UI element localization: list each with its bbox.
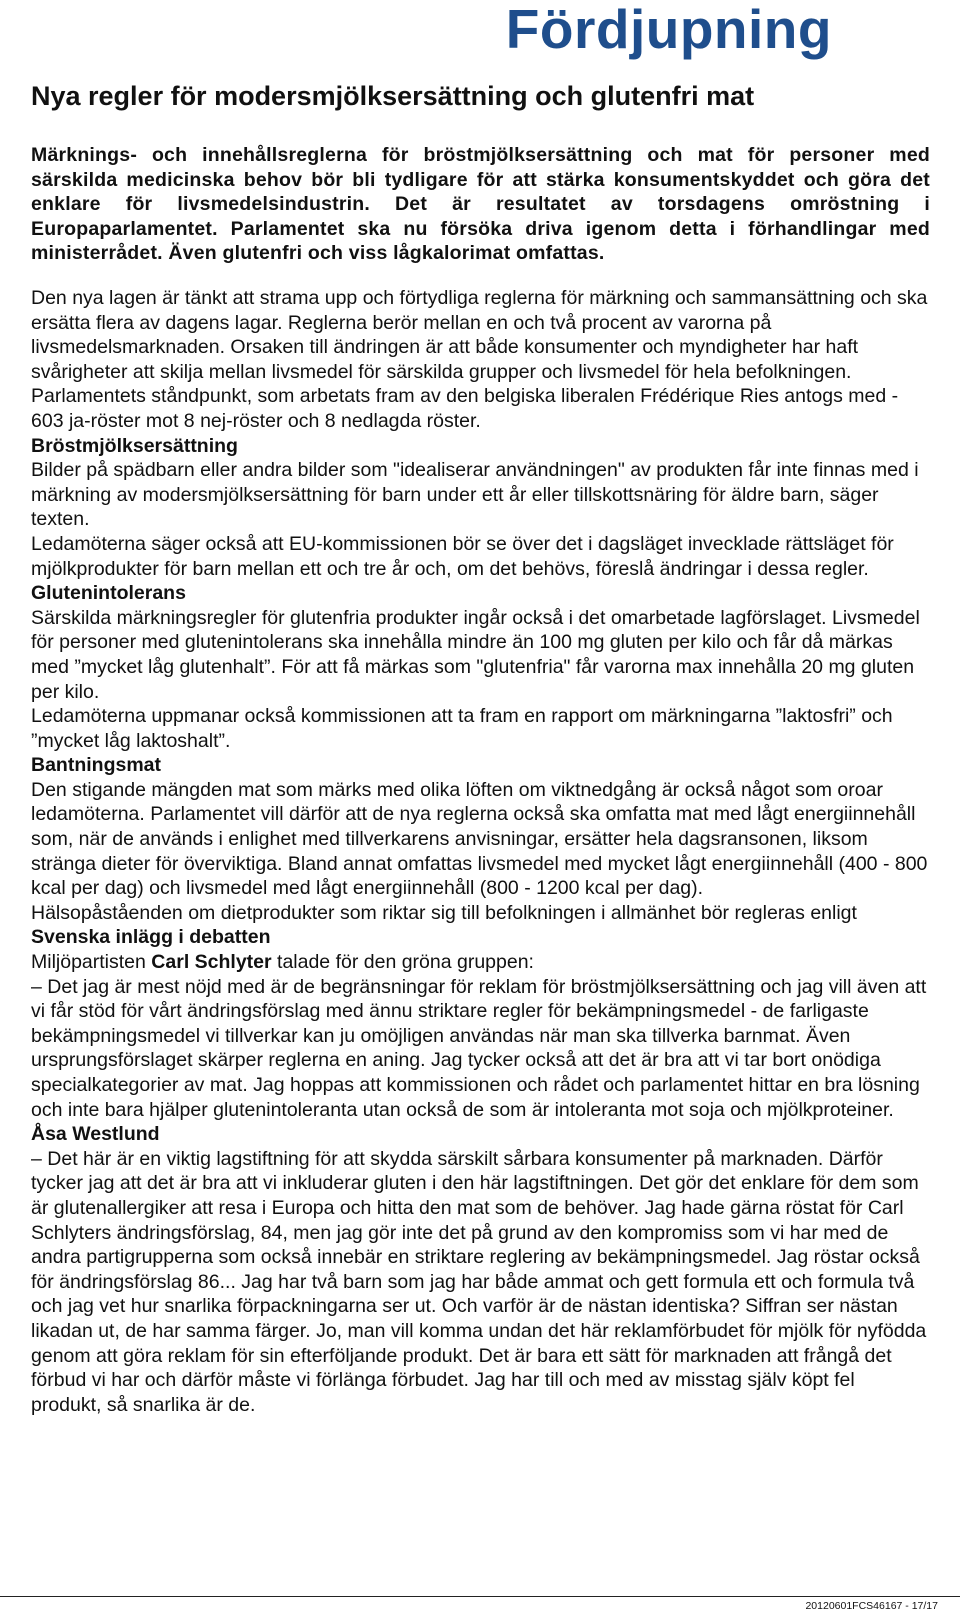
page-title: Nya regler för modersmjölksersättning och glutenfri mat [31,81,755,111]
section-label: Fördjupning [505,0,832,60]
subheading-brostmjolksersattning: Bröstmjölksersättning [31,434,238,457]
speaker-name: Carl Schlyter [151,951,272,974]
footer-page-reference: 20120601FCS46167 - 17/17 [805,1600,938,1612]
body-paragraph-9 [31,950,930,975]
body-paragraph-8: Hälsopåståenden om dietprodukter som riktar sig till befolkningen i allmänhet bör regleras enligt [31,901,857,924]
article-body [31,286,930,1417]
body-paragraph-2: Parlamentets ståndpunkt, som arbetats fram av den belgiska liberalen Frédérique Ries antogs med - 603 ja-röster mot 8 nej-röster och 8 nedlagda röster. [31,385,899,432]
lead-paragraph: Märknings- och innehållsreglerna för bröstmjölksersättning och mat för personer med särskilda medicinska behov bör bli tydligare för att stärka konsumentskyddet och göra det enklare för livsmedelsindustrin. Det är resultatet av torsdagens omröstning i Europaparlamentet. Parlamentet ska nu försöka driva igenom detta i förhandlingar med ministerrådet. Även glutenfri och viss lågkalorimat omfattas. [31,144,930,264]
footer-rule [0,1596,960,1597]
subheading-bantningsmat: Bantningsmat [31,754,162,777]
subheading-asa-westlund: Åsa Westlund [31,1123,160,1146]
quote-schlyter: – Det jag är mest nöjd med är de begränsningar för reklam för bröstmjölksersättning och jag vill även att vi får stöd för vårt ändringsförslag med ännu striktare regler för bekämpningsmedel - de farligaste bekämpningsmedel vi tillverkar kan ju omöjligen användas när man ska tillverka barnmat. Även ursprungsförslaget skärper reglerna en aning. Jag tycker också att det är bra att vi tar bort onödiga specialkategorier av mat. Jag hoppas att kommissionen och rådet och parlamentet hittar en bra lösning och inte bara hjälper glutenintoleranta utan också de som är intoleranta mot soja och mjölkproteiner. [31,975,927,1121]
subheading-svenska-inlagg: Svenska inlägg i debatten [31,926,271,949]
body-paragraph-1: Den nya lagen är tänkt att strama upp och förtydliga reglerna för märkning och sammansättning och ska ersätta flera av dagens lagar. Reglerna berör mellan en och två procent av varorna på livsmedelsmarknaden. Orsaken till ändringen är att både konsumenter och myndigheter har haft svårigheter att skilja mellan livsmedel för särskilda grupper och livsmedel för hela befolkningen. [31,287,928,383]
body-paragraph-4: Ledamöterna säger också att EU-kommissionen bör se över det i dagsläget invecklade rättsläget för mjölkprodukter för barn mellan ett och tre år och, om det behövs, föreslå ändringar i dessa regler. [31,532,894,580]
body-paragraph-5: Särskilda märkningsregler för glutenfria produkter ingår också i det omarbetade lagförslaget. Livsmedel för personer med glutenintolerans ska innehålla mindre än 100 mg gluten per kilo och får då märkas med ”mycket låg glutenhalt”. För att få märkas som "glutenfria" får varorna max innehålla 20 mg gluten per kilo. [31,606,920,703]
body-paragraph-6: Ledamöterna uppmanar också kommissionen att ta fram en rapport om märkningarna ”laktosfri” och ”mycket låg laktoshalt”. [31,705,893,752]
body-paragraph-3: Bilder på spädbarn eller andra bilder som "idealiserar användningen" av produkten får inte finnas med i märkning av modersmjölksersättning för barn under ett år eller tillskottsnäring för äldre barn, säger texten. [31,459,919,531]
subheading-glutenintolerans: Glutenintolerans [31,582,186,605]
speaker-intro-text: Miljöpartisten [31,951,152,974]
quote-westlund: – Det här är en viktig lagstiftning för att skydda särskilt sårbara konsumenter på marknaden. Därför tycker jag att det är bra att vi inkluderar gluten i den här lagstiftningen. Det gör det enklare för dem som är glutenallergiker att resa i Europa och hitta den mat som de behöver. Jag hade gärna röstat för Carl Schlyters ändringsförslag, 84, men jag gör inte det på grund av den kompromiss som vi har med de andra partigrupperna som också innebär en striktare reglering av bekämpningsmedel. Jag röstar också för ändringsförslag 86... Jag har två barn som jag har både ammat och gett formula ett och formula två och jag vet hur snarlika förpackningarna ser ut. Och varför är de nästan identiska? Siffran ser nästan likadan ut, de har samma färger. Jo, man vill komma undan det här reklamförbudet för mjölk för nyfödda genom att göra reklam för sin efterföljande produkt. Det är bara ett sätt för marknaden att frångå det förbud vi har och därför måste vi förlänga förbudet. Jag har till och med av misstag själv köpt fel produkt, så snarlika är de. [31,1147,927,1416]
body-paragraph-7: Den stigande mängden mat som märks med olika löften om viktnedgång är också något som oroar ledamöterna. Parlamentet vill därför att de nya reglerna också ska omfatta mat med lågt energiinnehåll som, när de används i enlighet med tillverkarens anvisningar, ersätter hela dagsransonen, liksom stränga dieter för överviktiga. Bland annat omfattas livsmedel med mycket lågt energiinnehåll (400 - 800 kcal per dag) och livsmedel med lågt energiinnehåll (800 - 1200 kcal per dag). [31,778,928,900]
speaker-intro-rest: talade för den gröna gruppen: [271,951,534,974]
